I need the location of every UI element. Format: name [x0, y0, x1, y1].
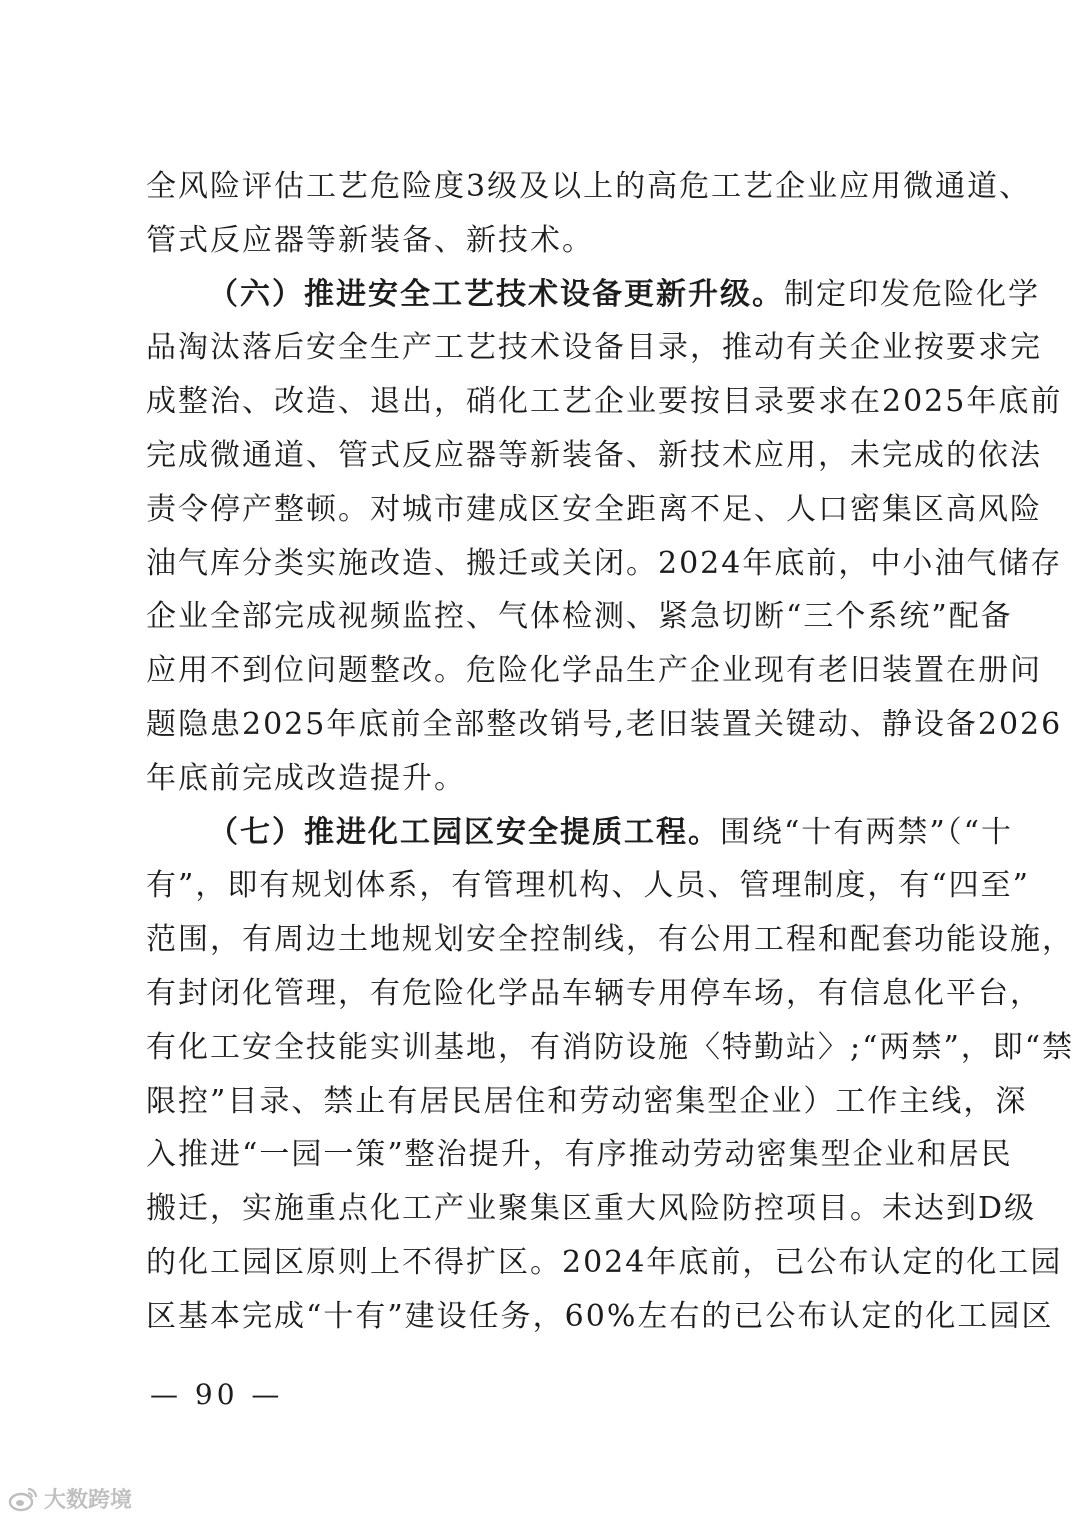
- text-line: 限控”目录、禁止有居民居住和劳动密集型企业）工作主线，深: [146, 1083, 1028, 1119]
- text-line: 成整治、改造、退出，硝化工艺企业要按目录要求在2025年底前: [146, 384, 1063, 420]
- text-line: 范围，有周边土地规划安全控制线，有公用工程和配套功能设施，: [146, 922, 1074, 958]
- text-line: 题隐患2025年底前全部整改销号,老旧装置关键动、静设备2026: [146, 706, 1063, 742]
- text-line: 完成微通道、管式反应器等新装备、新技术应用，未完成的依法: [146, 437, 1042, 473]
- section-6-first-line-text: 制定印发危险化学: [784, 276, 1040, 312]
- watermark-text: 大数跨境: [44, 1488, 133, 1513]
- weibo-logo-icon: [8, 1486, 38, 1512]
- watermark: [8, 1483, 132, 1514]
- body-text: [146, 160, 1075, 1344]
- text-line: 应用不到位问题整改。危险化学品生产企业现有老旧装置在册问: [146, 653, 1042, 689]
- text-line: 全风险评估工艺危险度3级及以上的高危工艺企业应用微通道、: [146, 169, 1032, 204]
- section-6-first-line: [146, 268, 1040, 322]
- section-7-heading: （七）推进化工园区安全提质工程。: [208, 814, 720, 850]
- page-number: — 90 —: [150, 1378, 284, 1411]
- text-line: 有”，即有规划体系，有管理机构、人员、管理制度，有“四至”: [146, 868, 1031, 904]
- text-line: 责令停产整顿。对城市建成区安全距离不足、人口密集区高风险: [146, 491, 1042, 527]
- text-line: 的化工园区原则上不得扩区。2024年底前，已公布认定的化工园: [146, 1244, 1063, 1280]
- section-7-first-line-text: 围绕“十有两禁”（“十: [720, 814, 1014, 850]
- section-7-first-line: [146, 806, 1014, 860]
- text-line: 油气库分类实施改造、搬迁或关闭。2024年底前，中小油气储存: [146, 545, 1063, 581]
- text-line: 区基本完成“十有”建设任务，60%左右的已公布认定的化工园区: [146, 1298, 1054, 1334]
- text-line: 搬迁，实施重点化工产业聚集区重大风险防控项目。未达到D级: [146, 1191, 1037, 1227]
- text-line: 品淘汰落后安全生产工艺技术设备目录，推动有关企业按要求完: [146, 330, 1042, 366]
- text-line: 企业全部完成视频监控、气体检测、紧急切断“三个系统”配备: [146, 599, 1013, 635]
- section-6-heading: （六）推进安全工艺技术设备更新升级。: [208, 276, 784, 312]
- text-line: 有封闭化管理，有危险化学品车辆专用停车场，有信息化平台，: [146, 975, 1042, 1011]
- text-line: 入推进“一园一策”整治提升，有序推动劳动密集型企业和居民: [146, 1137, 1013, 1173]
- text-line: 管式反应器等新装备、新技术。: [146, 222, 594, 258]
- text-line: 有化工安全技能实训基地，有消防设施〈特勤站〉;“两禁”，即“禁: [146, 1029, 1075, 1065]
- text-line: 年底前完成改造提升。: [146, 760, 466, 796]
